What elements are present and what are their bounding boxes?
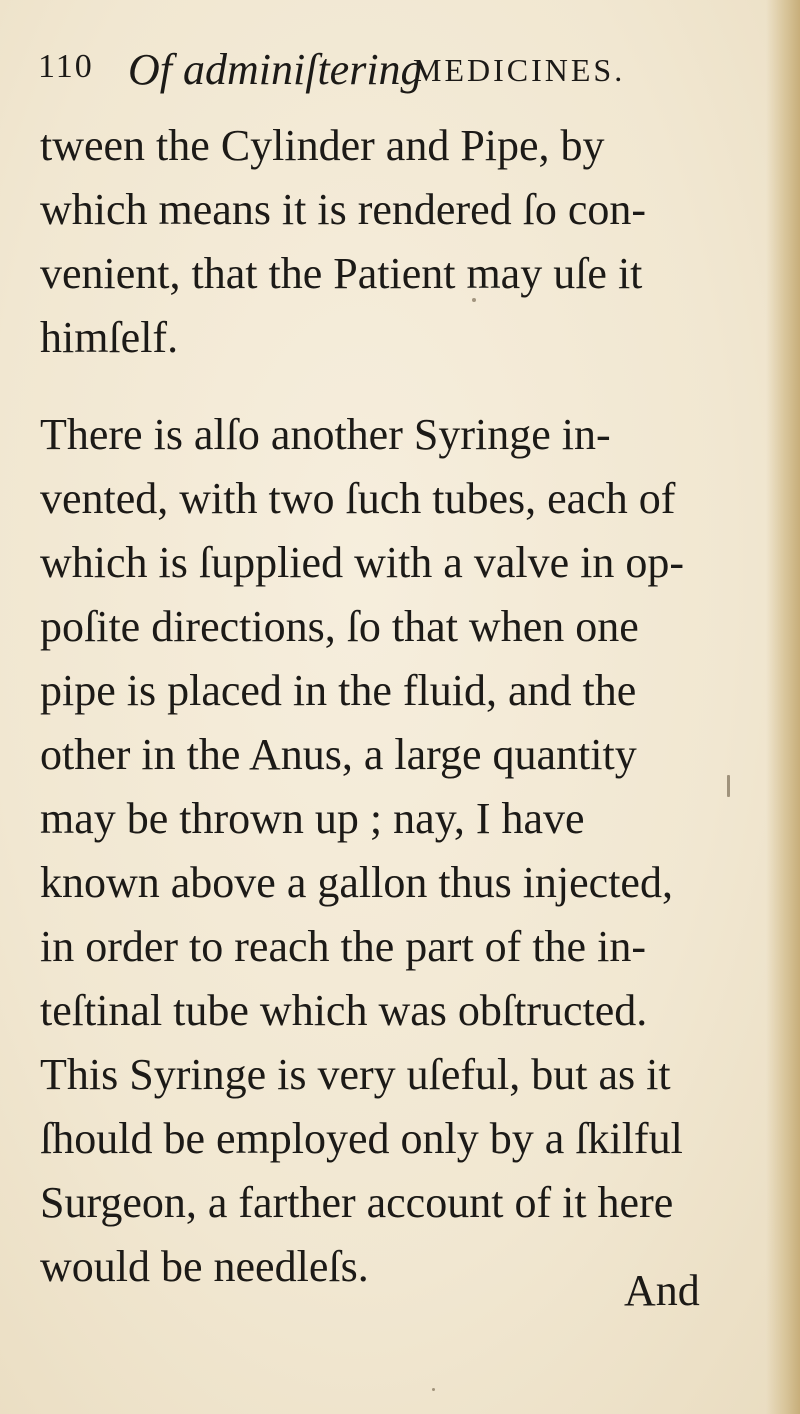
- text-line: Surgeon, a farther account of it here: [40, 1178, 674, 1227]
- text-line: teſtinal tube which was obſtructed.: [40, 986, 648, 1035]
- paper-mark: [727, 775, 730, 797]
- text-line: other in the Anus, a large quantity: [40, 730, 637, 779]
- running-head-italic-title: Of adminiſtering: [128, 45, 423, 94]
- text-line: This Syringe is very uſeful, but as it: [40, 1050, 671, 1099]
- text-line: pipe is placed in the fluid, and the: [40, 666, 637, 715]
- text-line: may be thrown up ; nay, I have: [40, 794, 585, 843]
- text-line: known above a gallon thus injected,: [40, 858, 673, 907]
- page-edge-shadow: [766, 0, 800, 1414]
- text-line: tween the Cylinder and Pipe, by: [40, 121, 605, 170]
- text-line: which is ſupplied with a valve in op-: [40, 538, 684, 587]
- text-line: ſhould be employed only by a ſkilful: [40, 1114, 683, 1163]
- paper-speck: [432, 1388, 435, 1391]
- catchword: And: [624, 1266, 700, 1315]
- page-number: 110: [38, 48, 94, 85]
- running-head: [38, 45, 758, 108]
- text-line: in order to reach the part of the in-: [40, 922, 646, 971]
- text-line: vented, with two ſuch tubes, each of: [40, 474, 676, 523]
- text-line: would be needleſs.: [40, 1242, 369, 1291]
- text-line: poſite directions, ſo that when one: [40, 602, 639, 651]
- paper-speck: [472, 298, 476, 302]
- text-line: There is alſo another Syringe in-: [40, 410, 611, 459]
- text-line: venient, that the Patient may uſe it: [40, 249, 643, 298]
- running-head-caps-title: MEDICINES.: [413, 52, 626, 88]
- text-line: himſelf.: [40, 313, 179, 362]
- text-line: which means it is rendered ſo con-: [40, 185, 647, 234]
